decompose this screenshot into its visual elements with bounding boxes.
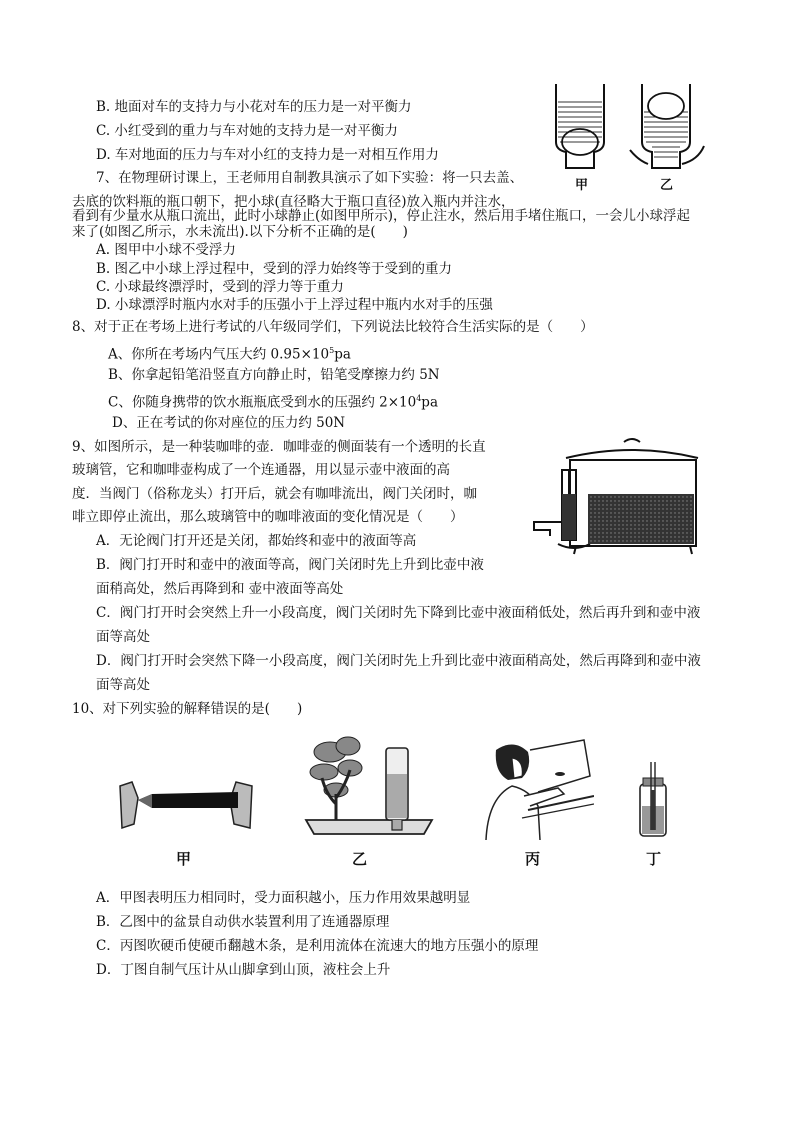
q9-stem-1: 9、如图所示，是一种装咖啡的壶．咖啡壶的侧面装有一个透明的长直 <box>72 439 486 455</box>
bonsai-water-figure <box>302 734 442 840</box>
q7-stem-1: 7、在物理研讨课上，王老师用自制教具演示了如下实验：将一只去盖、 <box>96 170 524 186</box>
q8-stem: 8、对于正在考场上进行考试的八年级同学们，下列说法比较符合生活实际的是（ ） <box>72 319 594 335</box>
q7-option-a: A. 图甲中小球不受浮力 <box>96 242 236 258</box>
q7-option-c: C. 小球最终漂浮时，受到的浮力等于重力 <box>96 279 344 295</box>
q8-option-c: C、你随身携带的饮水瓶瓶底受到水的压强约 $2\times 10^4pa$ <box>108 394 438 411</box>
q7-stem-2: 去底的饮料瓶的瓶口朝下，把小球(直径略大于瓶口直径)放入瓶内并注水， <box>72 194 515 210</box>
blowing-coin-figure <box>478 736 594 840</box>
q8-option-a: A、你所在考场内气压大约 $0.95\times 10^5pa$ <box>108 346 351 363</box>
q9-option-c-1: C．阀门打开时会突然上升一小段高度，阀门关闭时先下降到比壶中液面稍低处，然后再升到和壶中液 <box>96 605 701 621</box>
coffee-pot-figure <box>514 436 714 558</box>
q7-fig-yi-caption: 乙 <box>660 178 674 193</box>
q10-option-a: A．甲图表明压力相同时，受力面积越小，压力作用效果越明显 <box>96 890 471 906</box>
q9-stem-4: 啡立即停止流出，那么玻璃管中的咖啡液面的变化情况是（ ） <box>72 509 464 525</box>
q9-option-c-2: 面等高处 <box>96 629 150 645</box>
q10-stem: 10、对下列实验的解释错误的是( ) <box>72 701 303 717</box>
q10-option-b: B．乙图中的盆景自动供水装置利用了连通器原理 <box>96 914 390 930</box>
q6-option-b: B. 地面对车的支持力与小花对车的压力是一对平衡力 <box>96 99 412 115</box>
q10-fig-jia-caption: 甲 <box>176 850 192 868</box>
q9-stem-3: 度．当阀门（俗称龙头）打开后，就会有咖啡流出，阀门关闭时，咖 <box>72 486 477 502</box>
q9-stem-2: 玻璃管，它和咖啡壶构成了一个连通器，用以显示壶中液面的高 <box>72 462 450 478</box>
q9-option-a: A．无论阀门打开还是关闭，都始终和壶中的液面等高 <box>96 533 417 549</box>
q7-stem-4: 来了(如图乙所示，水未流出).以下分析不正确的是( ) <box>72 224 408 240</box>
barometer-bottle-figure <box>636 760 670 840</box>
q10-option-d: D．丁图自制气压计从山脚拿到山顶，液柱会上升 <box>96 962 391 978</box>
q9-option-b-2: 面稍高处，然后再降到和 壶中液面等高处 <box>96 581 344 597</box>
q6-option-c: C. 小红受到的重力与车对她的支持力是一对平衡力 <box>96 123 398 139</box>
q6-option-d: D. 车对地面的压力与车对小红的支持力是一对相互作用力 <box>96 147 439 163</box>
q7-fig-jia-caption: 甲 <box>575 178 589 193</box>
q7-option-b: B. 图乙中小球上浮过程中，受到的浮力始终等于受到的重力 <box>96 261 453 277</box>
q10-option-c: C．丙图吹硬币使硬币翻越木条，是利用流体在流速大的地方压强小的原理 <box>96 938 539 954</box>
q7-option-d: D. 小球漂浮时瓶内水对手的压强小于上浮过程中瓶内水对手的压强 <box>96 297 493 313</box>
q9-option-d-1: D．阀门打开时会突然下降一小段高度，阀门关闭时先上升到比壶中液面稍高处，然后再降到和壶中液 <box>96 653 701 669</box>
q10-fig-ding-caption: 丁 <box>646 850 662 868</box>
q9-option-d-2: 面等高处 <box>96 677 150 693</box>
q10-fig-yi-caption: 乙 <box>352 850 368 868</box>
pencil-fingers-figure <box>118 778 254 838</box>
q8-option-b: B、你拿起铅笔沿竖直方向静止时，铅笔受摩擦力约 5N <box>108 367 440 383</box>
q8-option-d: D、正在考试的你对座位的压力约 50N <box>112 415 346 431</box>
q9-option-b-1: B．阀门打开时和壶中的液面等高，阀门关闭时先上升到比壶中液 <box>96 557 484 573</box>
q7-stem-3: 看到有少量水从瓶口流出，此时小球静止(如图甲所示)，停止注水，然后用手堵住瓶口，一会儿小球浮起 <box>72 208 691 224</box>
q10-fig-bing-caption: 丙 <box>525 850 541 868</box>
